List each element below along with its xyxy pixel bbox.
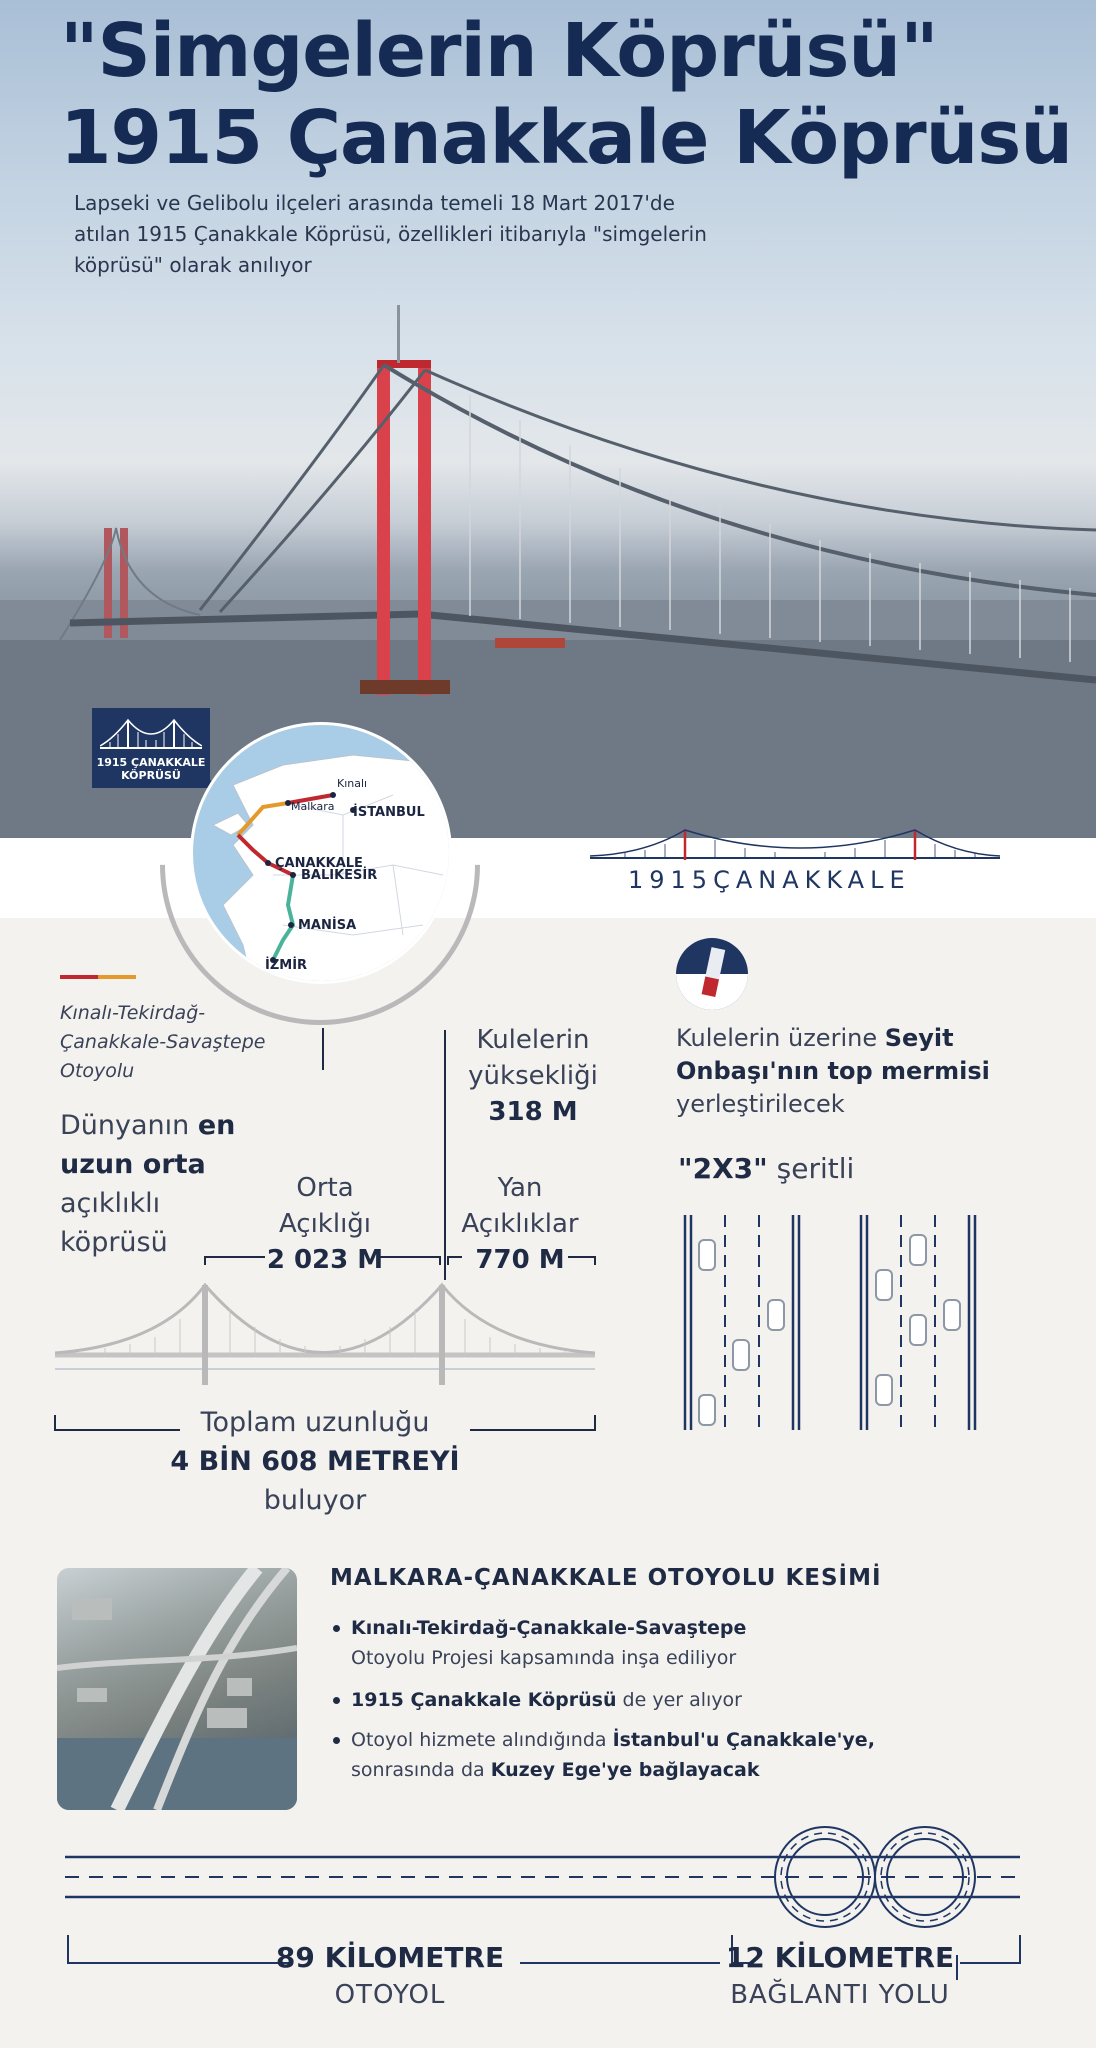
seyit-pre: Kulelerin üzerine <box>676 1024 885 1052</box>
bullet-2-bold: 1915 Çanakkale Köprüsü <box>351 1689 617 1711</box>
lanes-rest: şeritli <box>767 1152 855 1185</box>
highway-length-fact <box>250 1940 530 2014</box>
bullet-1-rest: Otoyolu Projesi kapsamında inşa ediliyor <box>351 1647 737 1669</box>
bullet-3-pre-2: sonrasında da <box>351 1759 491 1781</box>
title-line-1: "Simgelerin Köprüsü" <box>60 8 938 94</box>
malkara-bullet-1 <box>333 1613 746 1673</box>
lanes-bold: "2X3" <box>678 1152 768 1185</box>
bullet-3-pre: Otoyol hizmete alındığında <box>351 1729 613 1751</box>
map-label-istanbul: İSTANBUL <box>353 805 425 820</box>
highway-length-value: 89 KİLOMETRE <box>275 1941 505 1974</box>
world-line-3: açıklıklı <box>60 1188 161 1219</box>
malkara-bullet-3 <box>333 1725 875 1785</box>
brand-wordmark <box>628 866 911 894</box>
map-label-malkara: Malkara <box>291 800 335 813</box>
connector-length-value: 12 KİLOMETRE <box>725 1941 955 1974</box>
tower-line-2: yüksekliği <box>468 1061 598 1091</box>
total-length-fact <box>150 1403 480 1520</box>
mid-span-line-2: Açıklığı <box>278 1209 372 1239</box>
bridge-logo-line-2: KÖPRÜSÜ <box>121 769 181 782</box>
route-map-drawing <box>193 725 452 984</box>
brand-bridge-logo <box>585 826 1005 866</box>
side-span-line-1: Yan <box>497 1173 543 1203</box>
map-label-izmir: İZMİR <box>265 958 308 973</box>
tower-line-1: Kulelerin <box>476 1025 590 1055</box>
route-legend <box>60 999 265 1086</box>
seyit-bold-1: Seyit <box>884 1024 954 1052</box>
route-map <box>190 722 452 984</box>
connector-length-label: BAĞLANTI YOLU <box>730 1980 950 2010</box>
route-legend-line-3: Otoyolu <box>60 1060 135 1082</box>
bullet-dot <box>333 1697 340 1704</box>
seyit-bold-2: Onbaşı'nın top mermisi <box>676 1057 990 1085</box>
world-line-4: köprüsü <box>60 1227 168 1258</box>
bullet-dot <box>333 1625 340 1632</box>
total-line-1: Toplam uzunluğu <box>200 1407 430 1438</box>
title-line-2: 1915 Çanakkale Köprüsü <box>60 95 1073 181</box>
world-bold-1: en <box>197 1110 236 1141</box>
side-span-line-2: Açıklıklar <box>461 1209 579 1239</box>
legend-divider <box>322 1028 324 1070</box>
total-line-3: buluyor <box>263 1485 367 1516</box>
bridge-icon <box>100 718 202 752</box>
tower-height-fact <box>448 1022 618 1130</box>
lane-diagram <box>680 1215 980 1430</box>
mid-span-value: 2 023 M <box>266 1245 384 1275</box>
side-span-value: 770 M <box>475 1245 565 1275</box>
legend-red-swatch <box>60 975 98 979</box>
intro-line-2: atılan 1915 Çanakkale Köprüsü, özellikleri itibarıyla "simgelerin <box>74 222 707 246</box>
map-label-kinali: Kınalı <box>337 777 368 790</box>
bullet-3-bold-1: İstanbul'u Çanakkale'ye, <box>612 1729 875 1751</box>
lanes-fact <box>678 1152 854 1185</box>
route-legend-line-1: Kınalı-Tekirdağ- <box>60 1002 206 1024</box>
longest-span-fact <box>60 1106 235 1262</box>
highway-length-label: OTOYOL <box>334 1980 446 2010</box>
tower-value: 318 M <box>488 1097 578 1127</box>
route-legend-line-2: Çanakkale-Savaştepe <box>60 1031 266 1053</box>
intro-line-1: Lapseki ve Gelibolu ilçeleri arasında temeli 18 Mart 2017'de <box>74 191 675 215</box>
bridge-logo-line-1: 1915 ÇANAKKALE <box>96 756 206 769</box>
map-label-canakkale: ÇANAKKALE <box>275 856 363 871</box>
total-value: 4 BİN 608 METREYİ <box>170 1446 460 1477</box>
brand-wordmark-text: 1915ÇANAKKALE <box>628 866 911 894</box>
bullet-dot <box>333 1737 340 1744</box>
highway-photo-illustration <box>57 1568 297 1810</box>
artillery-shell-icon <box>676 938 748 1010</box>
seyit-line-3: yerleştirilecek <box>676 1090 845 1118</box>
map-label-manisa: MANİSA <box>298 918 357 933</box>
shell-fact <box>676 1022 1026 1121</box>
malkara-bullet-2 <box>333 1685 742 1715</box>
intro-text <box>74 188 764 281</box>
world-pre: Dünyanın <box>60 1110 198 1141</box>
world-bold-2: uzun orta <box>60 1149 206 1180</box>
connector-length-fact <box>720 1940 960 2014</box>
bullet-3-bold-2: Kuzey Ege'ye bağlayacak <box>490 1759 760 1781</box>
legend-orange-swatch <box>98 975 136 979</box>
intro-line-3: köprüsü" olarak anılıyor <box>74 253 312 277</box>
map-label-balikesir: BALIKESİR <box>301 868 378 883</box>
shell-icon-circle <box>676 938 748 1010</box>
malkara-heading: MALKARA-ÇANAKKALE OTOYOLU KESİMİ <box>330 1565 882 1591</box>
highway-aerial-photo <box>57 1568 297 1810</box>
mid-span-line-1: Orta <box>296 1173 354 1203</box>
bullet-2-rest: de yer alıyor <box>616 1689 742 1711</box>
bullet-1-bold: Kınalı-Tekirdağ-Çanakkale-Savaştepe <box>351 1617 747 1639</box>
